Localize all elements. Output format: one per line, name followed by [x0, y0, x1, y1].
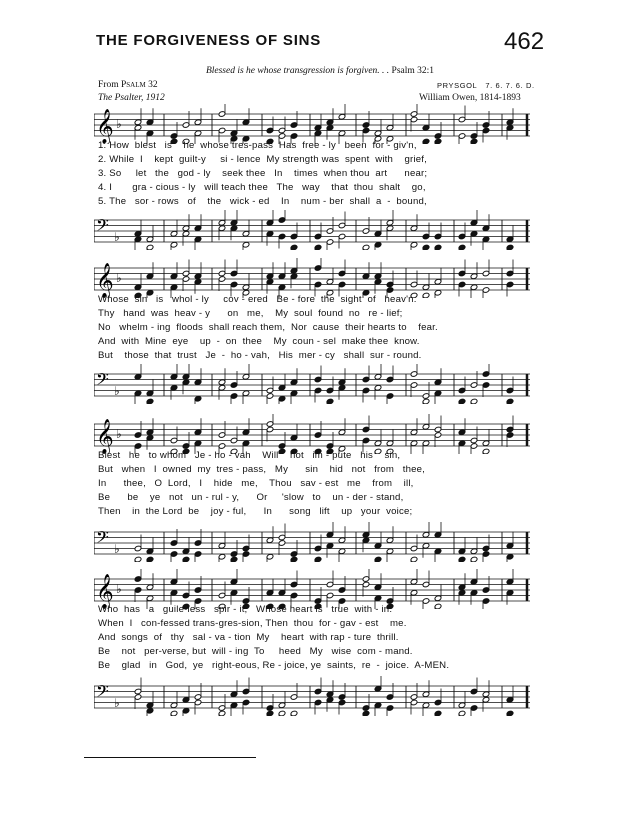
lyrics-block-1 [98, 139, 530, 209]
lyric-line: 5. The sor - rows of the wick - ed In num - ber shall a - bound, [98, 196, 427, 207]
treble-staff-1 [94, 104, 530, 144]
lyric-line: Be be ye not un - rul - y, Or 'slow to un - der - stand, [98, 492, 404, 503]
lyric-line: In thee, O Lord, I hide me, Thou sav - est me from ill, [98, 478, 414, 489]
key-flat-icon: ♭ [114, 230, 120, 244]
lyric-line: Be not per-verse, but will - ing To heed My wise com - mand. [98, 646, 413, 657]
lyric-line: When I con-fessed trans-gres-sion, Then thou for - gav - est me. [98, 618, 407, 629]
source-psalm: Psalm 32 [120, 80, 158, 90]
lyric-line: Whose sin is whol - ly cov - ered Be - fore the sight of heav'n. [98, 294, 417, 305]
epigraph-text: Blessed is he whose transgression is forgiven. . . [205, 66, 390, 76]
lyrics-block-2 [98, 293, 530, 363]
lyric-line: No whelm - ing floods shall reach them, Nor cause their hearts to fear. [98, 322, 438, 333]
bass-clef-icon: 𝄢 [96, 681, 109, 705]
lyrics-block-3 [98, 449, 530, 519]
key-flat-icon: ♭ [116, 271, 122, 285]
key-flat-icon: ♭ [114, 696, 120, 710]
key-flat-icon: ♭ [116, 582, 122, 596]
treble-clef-icon: 𝄞 [96, 109, 114, 144]
bass-staff-3 [94, 522, 530, 562]
bass-staff-4 [94, 676, 530, 716]
bass-clef-icon: 𝄢 [96, 527, 109, 551]
text-source-line [98, 80, 158, 90]
key-flat-icon: ♭ [114, 542, 120, 556]
bass-staff-1 [94, 210, 530, 250]
lyric-line: And with Mine eye up - on thee My coun - sel make thee know. [98, 336, 420, 347]
key-flat-icon: ♭ [114, 384, 120, 398]
lyric-line: Thy hand was heav - y on me, My soul found no re - lief; [98, 308, 403, 319]
key-flat-icon: ♭ [116, 427, 122, 441]
lyric-line: Then in the Lord be joy - ful, In song lift up your voice; [98, 506, 413, 517]
lyric-line: But when I owned my tres - pass, My sin hid not from thee, [98, 464, 426, 475]
tune-name: PRYSGOL [437, 81, 478, 90]
lyric-line: And songs of thy sal - va - tion My heart with rap - ture thrill. [98, 632, 399, 643]
composer: William Owen, 1814-1893 [419, 93, 521, 103]
treble-staff-2 [94, 258, 530, 298]
lyric-line: But those that trust Je - ho - vah, His mer - cy shall sur - round. [98, 350, 422, 361]
bass-staff-2 [94, 364, 530, 404]
lyric-line: Who has a guile-less spir - it, Whose heart is true with - in. [98, 604, 393, 615]
treble-staff-3 [94, 414, 530, 454]
epigraph-reference: Psalm 32:1 [391, 66, 435, 76]
lyric-line: 2. While I kept guilt-y si - lence My strength was spent with grief, [98, 154, 428, 165]
hymn-title: THE FORGIVENESS OF SINS [96, 32, 322, 49]
treble-clef-icon: 𝄞 [96, 574, 114, 609]
treble-clef-icon: 𝄞 [96, 263, 114, 298]
treble-clef-icon: 𝄞 [96, 419, 114, 454]
tune-meter: 7. 6. 7. 6. D. [485, 81, 535, 90]
lyrics-block-4 [98, 603, 530, 673]
footer-rule [84, 757, 256, 758]
lyric-line: 1. How blest is he whose tres-pass Has free - ly been for - giv'n, [98, 140, 417, 151]
bass-clef-icon: 𝄢 [96, 369, 109, 393]
tune-line [437, 81, 535, 90]
lyric-line: Be glad in God, ye right-eous, Re - joice, ye saints, re - joice. A-MEN. [98, 660, 450, 671]
key-flat-icon: ♭ [116, 117, 122, 131]
lyric-line: 3. So let the god - ly seek thee In times when thou art near; [98, 168, 428, 179]
lyric-line: Blest he to whom Je - ho - vah Will not im - pute his sin, [98, 450, 401, 461]
source-label: From [98, 80, 119, 90]
lyric-line: 4. I gra - cious - ly will teach thee The way that thou shalt go, [98, 182, 426, 193]
text-author: The Psalter, 1912 [98, 93, 165, 103]
epigraph [0, 66, 640, 76]
hymn-number: 462 [504, 28, 545, 55]
bass-clef-icon: 𝄢 [96, 215, 109, 239]
